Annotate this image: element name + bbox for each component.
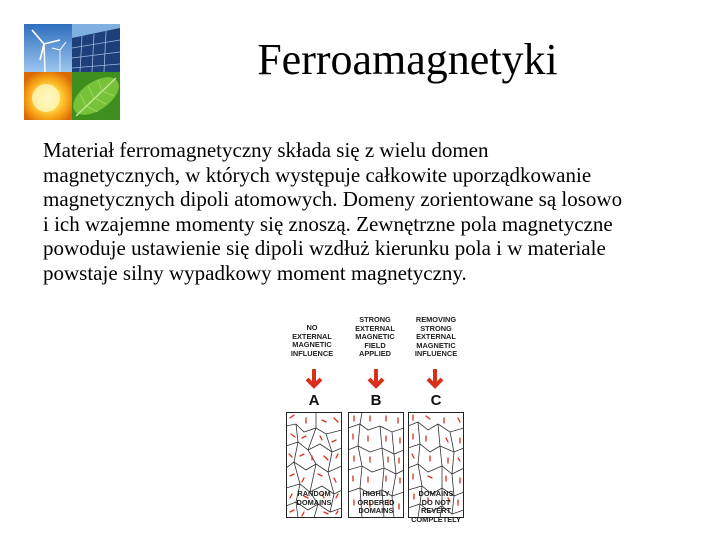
- arrow-down-icon: [369, 369, 383, 386]
- body-line: Materiał ferromagnetyczny składa się z wielu domen: [43, 138, 489, 162]
- field-arrows: [282, 368, 472, 392]
- column-b-letter: B: [370, 392, 382, 409]
- arrow-down-icon: [428, 369, 442, 386]
- body-line: magnetycznych, w których występuje całkowite uporządkowanie: [43, 162, 592, 187]
- column-c-letter: C: [430, 392, 442, 409]
- body-line: magnetycznych dipoli atomowych. Domeny zorientowane są losowo: [43, 187, 623, 211]
- magnetic-domains-figure: [282, 316, 472, 530]
- column-c-bottom-label: DOMAINS DO NOT REVERT COMPLETELY: [411, 489, 461, 524]
- column-a-bottom-label: RANDOM DOMAINS: [296, 489, 332, 507]
- slide-title: Ferroamagnetyki: [257, 35, 558, 84]
- body-paragraph: [43, 138, 713, 285]
- column-a-letter: A: [308, 392, 320, 409]
- body-line: powoduje ustawienie się dipoli wzdłuż kierunku pola i w materiale: [43, 236, 606, 260]
- arrow-down-icon: [307, 369, 321, 386]
- column-b-bottom-label: HIGHLY ORDERED DOMAINS: [357, 489, 395, 516]
- body-line: i ich wzajemne momenty się znoszą. Zewnętrzne pola magnetyczne: [43, 211, 613, 236]
- column-a-top-label: NO EXTERNAL MAGNETIC INFLUENCE: [290, 323, 334, 358]
- body-line: powstaje silny wypadkowy moment magnetyczny.: [43, 260, 467, 285]
- column-c-top-label: REMOVING STRONG EXTERNAL MAGNETIC INFLUENCE: [414, 315, 458, 359]
- column-b-top-label: STRONG EXTERNAL MAGNETIC FIELD APPLIED: [355, 315, 395, 359]
